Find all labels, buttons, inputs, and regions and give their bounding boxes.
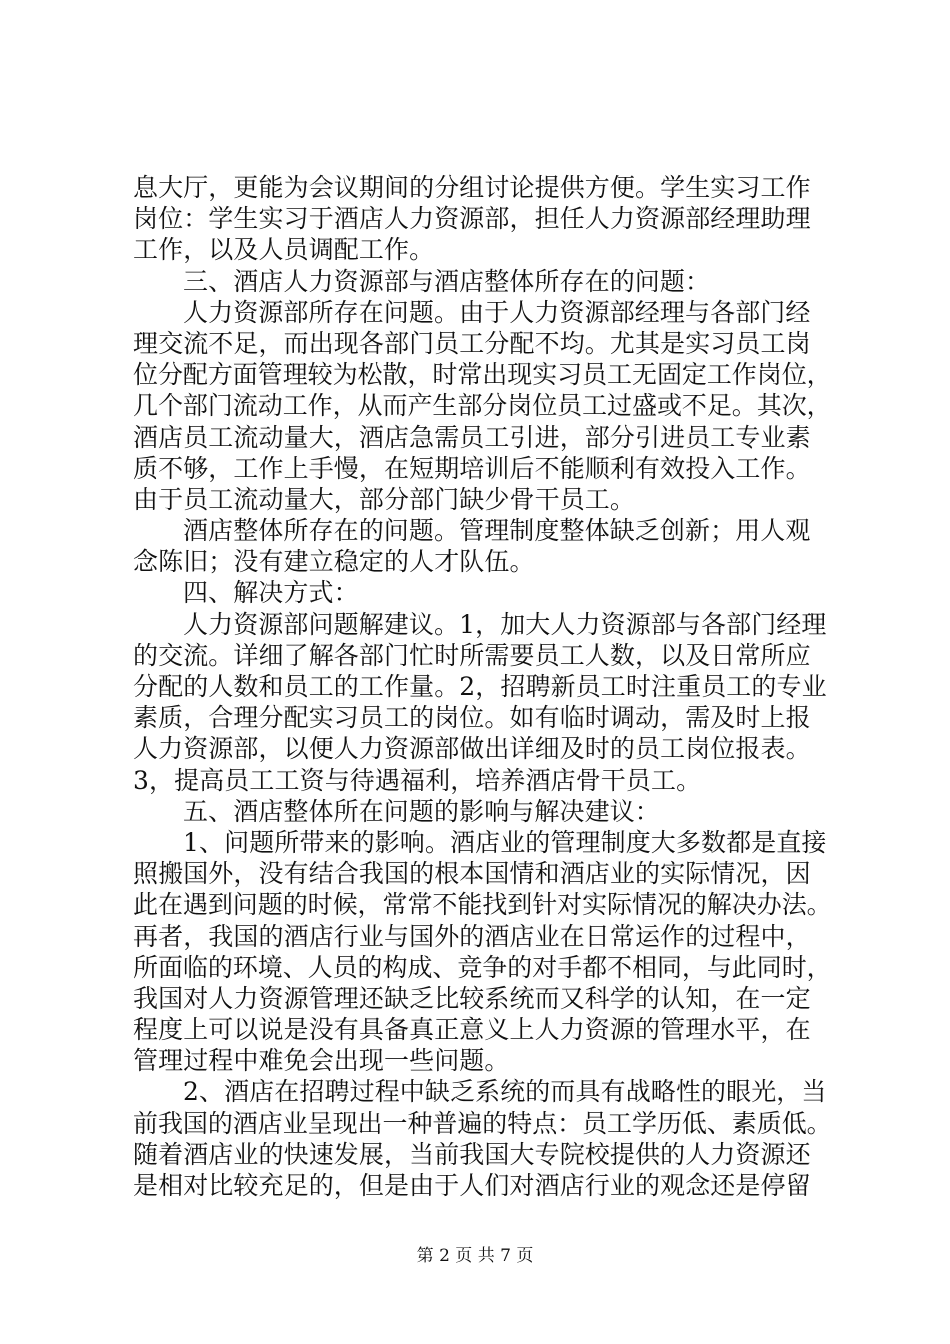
text-line: 管理过程中难免会出现一些问题。 bbox=[133, 1046, 510, 1076]
text-line: 所面临的环境、人员的构成、竞争的对手都不相同，与此同时， bbox=[133, 952, 832, 982]
text-line: 人力资源部问题解建议。1，加大人力资源部与各部门经理 bbox=[183, 609, 827, 639]
text-line: 随着酒店业的快速发展，当前我国大专院校提供的人力资源还 bbox=[133, 1139, 811, 1169]
text-line: 几个部门流动工作，从而产生部分岗位员工过盛或不足。其次， bbox=[133, 391, 832, 421]
text-line: 念陈旧；没有建立稳定的人才队伍。 bbox=[133, 547, 535, 577]
text-line: 人力资源部所存在问题。由于人力资源部经理与各部门经 bbox=[183, 297, 811, 327]
text-line: 照搬国外，没有结合我国的根本国情和酒店业的实际情况，因 bbox=[133, 859, 811, 889]
text-line: 2、酒店在招聘过程中缺乏系统的而具有战略性的眼光，当 bbox=[183, 1077, 827, 1107]
text-line: 质不够，工作上手慢，在短期培训后不能顺利有效投入工作。 bbox=[133, 453, 811, 483]
text-line: 位分配方面管理较为松散，时常出现实习员工无固定工作岗位， bbox=[133, 360, 832, 390]
text-line: 息大厅，更能为会议期间的分组讨论提供方便。学生实习工作 bbox=[133, 173, 811, 202]
text-line: 前我国的酒店业呈现出一种普遍的特点：员工学历低、素质低。 bbox=[133, 1108, 832, 1138]
text-line: 素质，合理分配实习员工的岗位。如有临时调动，需及时上报 bbox=[133, 703, 811, 733]
text-line: 由于员工流动量大，部分部门缺少骨干员工。 bbox=[133, 484, 636, 514]
text-line: 3，提高员工工资与待遇福利，培养酒店骨干员工。 bbox=[133, 765, 702, 795]
text-line: 此在遇到问题的时候，常常不能找到针对实际情况的解决办法。 bbox=[133, 890, 832, 920]
text-line: 酒店员工流动量大，酒店急需员工引进，部分引进员工专业素 bbox=[133, 422, 811, 452]
text-line: 工作，以及人员调配工作。 bbox=[133, 235, 435, 265]
text-line: 我国对人力资源管理还缺乏比较系统而又科学的认知，在一定 bbox=[133, 983, 811, 1013]
text-line: 人力资源部，以便人力资源部做出详细及时的员工岗位报表。 bbox=[133, 734, 811, 764]
text-line: 理交流不足，而出现各部门员工分配不均。尤其是实习员工岗 bbox=[133, 328, 811, 358]
text-line: 1、问题所带来的影响。酒店业的管理制度大多数都是直接 bbox=[183, 827, 827, 857]
page-footer: 第 2 页 共 7 页 bbox=[416, 1246, 534, 1266]
document-body bbox=[133, 172, 833, 1201]
text-line: 程度上可以说是没有具备真正意义上人力资源的管理水平，在 bbox=[133, 1015, 811, 1045]
text-line: 五、酒店整体所在问题的影响与解决建议： bbox=[183, 796, 660, 826]
text-line: 三、酒店人力资源部与酒店整体所存在的问题： bbox=[183, 266, 711, 296]
text-line: 再者，我国的酒店行业与国外的酒店业在日常运作的过程中， bbox=[133, 921, 811, 951]
text-line: 是相对比较充足的，但是由于人们对酒店行业的观念还是停留 bbox=[133, 1171, 811, 1200]
text-line: 分配的人数和员工的工作量。2，招聘新员工时注重员工的专业 bbox=[133, 672, 827, 701]
text-line: 四、解决方式： bbox=[183, 578, 359, 608]
text-line: 酒店整体所存在的问题。管理制度整体缺乏创新；用人观 bbox=[183, 516, 811, 546]
text-line: 的交流。详细了解各部门忙时所需要员工人数，以及日常所应 bbox=[133, 640, 811, 670]
text-line: 岗位：学生实习于酒店人力资源部，担任人力资源部经理助理 bbox=[133, 204, 811, 234]
